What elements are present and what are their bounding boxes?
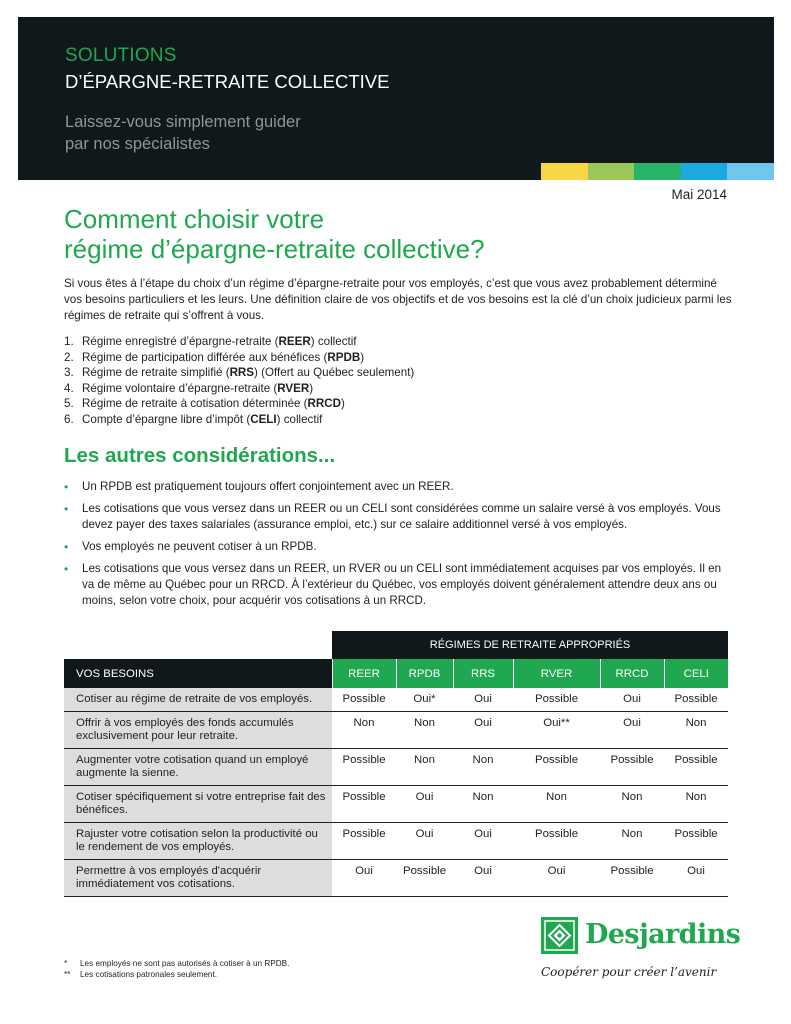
consideration-item	[64, 479, 734, 495]
table-row	[64, 823, 728, 860]
need-cell: Augmenter votre cotisation quand un employé augmente la sienne.	[64, 749, 332, 786]
consideration-item	[64, 561, 734, 609]
value-cell: Possible	[513, 749, 600, 786]
color-bar-segment	[681, 163, 728, 180]
value-cell: Possible	[332, 786, 396, 823]
color-bar-segment	[588, 163, 635, 180]
value-cell: Possible	[600, 860, 664, 897]
table-row	[64, 749, 728, 786]
column-header-celi: CELI	[664, 659, 728, 688]
value-cell: Non	[664, 712, 728, 749]
plan-list-item	[64, 412, 414, 428]
column-header-rrs: RRS	[453, 659, 513, 688]
considerations-list	[64, 479, 734, 615]
footnote	[64, 969, 289, 980]
value-cell: Possible	[513, 823, 600, 860]
value-cell: Oui	[453, 860, 513, 897]
consideration-text: Vos employés ne peuvent cotiser à un RPDB.	[82, 540, 317, 553]
plan-text: Régime de participation différée aux bénéfices (RPDB)	[82, 350, 365, 364]
publication-date: Mai 2014	[671, 187, 727, 202]
value-cell: Non	[396, 712, 453, 749]
header-tagline	[65, 111, 301, 155]
value-cell: Non	[332, 712, 396, 749]
consideration-text: Les cotisations que vous versez dans un REER, un RVER ou un CELI sont immédiatement acquises par vos employés. Il en va de même au Québec pour un RRCD. À l’extérieur du Québec, vos employés doivent généralement attendre deux ans ou moins, selon votre choix, pour acquérir vos cotisations à un RRCD.	[82, 562, 722, 607]
value-cell: Possible	[600, 749, 664, 786]
footnote-mark: *	[64, 959, 68, 968]
plan-list-item	[64, 396, 414, 412]
value-cell: Oui	[453, 823, 513, 860]
need-cell: Rajuster votre cotisation selon la productivité ou le rendement de vos employés.	[64, 823, 332, 860]
page-title	[64, 204, 485, 264]
tagline-line-2: par nos spécialistes	[65, 135, 210, 153]
value-cell: Possible	[332, 823, 396, 860]
plan-acronym: RVER	[277, 381, 310, 395]
value-cell: Oui	[600, 712, 664, 749]
consideration-text: Les cotisations que vous versez dans un REER ou un CELI sont considérées comme un salaire versé à vos employés. Vous devez payer des taxes salariales (assurance emploi, etc.) sur ce salaire additionnel versé à vos employés.	[82, 502, 721, 531]
header-subtitle: D’ÉPARGNE-RETRAITE COLLECTIVE	[65, 71, 390, 92]
color-bar-segment	[541, 163, 588, 180]
consideration-item	[64, 501, 734, 533]
plan-text: Régime de retraite simplifié (RRS) (Offert au Québec seulement)	[82, 366, 415, 379]
value-cell: Possible	[664, 823, 728, 860]
value-cell: Non	[396, 749, 453, 786]
need-cell: Offrir à vos employés des fonds accumulés exclusivement pour leur retraite.	[64, 712, 332, 749]
table-row	[64, 860, 728, 897]
value-cell: Possible	[513, 688, 600, 712]
value-cell: Non	[600, 786, 664, 823]
footnotes	[64, 958, 289, 980]
intro-paragraph: Si vous êtes à l’étape du choix d’un régime d’épargne-retraite pour vos employés, c’est que vous avez probablement déterminé vos besoins particuliers et les leurs. Une définition claire de vos objectifs et de vos besoins est la clé d’un choix judicieux parmi les régimes de retraite qui s’offrent à vous.	[64, 277, 732, 322]
table-row	[64, 688, 728, 712]
value-cell: Oui	[513, 860, 600, 897]
value-cell: Possible	[396, 860, 453, 897]
plan-list-item	[64, 381, 414, 397]
column-header-rpdb: RPDB	[396, 659, 453, 688]
value-cell: Non	[513, 786, 600, 823]
title-line-1: Comment choisir votre	[64, 204, 325, 234]
plan-list-item	[64, 334, 414, 350]
plan-acronym: RRCD	[307, 397, 342, 410]
comparison-table	[64, 631, 728, 897]
value-cell: Oui*	[396, 688, 453, 712]
table-corner	[64, 631, 332, 659]
desjardins-wordmark: Desjardins	[585, 919, 741, 950]
value-cell: Possible	[332, 688, 396, 712]
value-cell: Possible	[332, 749, 396, 786]
plan-acronym: CELI	[250, 412, 277, 426]
plan-acronym: RRS	[229, 366, 255, 379]
consideration-item	[64, 539, 734, 555]
plan-number: 5.	[64, 397, 74, 410]
plan-number: 4.	[64, 381, 74, 395]
color-bar-segment	[634, 163, 681, 180]
footnote-text: Les cotisations patronales seulement.	[80, 970, 217, 979]
title-line-2: régime d’épargne-retraite collective?	[64, 234, 485, 264]
value-cell: Possible	[664, 688, 728, 712]
bullet-icon: •	[64, 562, 69, 576]
need-cell: Cotiser au régime de retraite de vos employés.	[64, 688, 332, 712]
plan-number: 2.	[64, 350, 74, 364]
value-cell: Oui	[453, 712, 513, 749]
value-cell: Non	[600, 823, 664, 860]
desjardins-logo-icon	[541, 917, 578, 954]
value-cell: Oui	[664, 860, 728, 897]
tagline-line-1: Laissez-vous simplement guider	[65, 113, 301, 131]
value-cell: Oui	[396, 823, 453, 860]
value-cell: Non	[453, 786, 513, 823]
bullet-icon: •	[64, 480, 69, 494]
table-row	[64, 786, 728, 823]
value-cell: Oui**	[513, 712, 600, 749]
logo-slogan: Coopérer pour créer l’avenir	[541, 965, 717, 979]
considerations-heading: Les autres considérations...	[64, 444, 336, 467]
column-header-rver: RVER	[513, 659, 600, 688]
header-banner	[18, 17, 774, 180]
needs-header: VOS BESOINS	[64, 659, 332, 688]
value-cell: Non	[664, 786, 728, 823]
table-row	[64, 712, 728, 749]
plan-text: Régime de retraite à cotisation déterminée (RRCD)	[82, 397, 345, 410]
plan-list-item	[64, 365, 414, 381]
color-bar	[541, 163, 774, 180]
footnote-text: Les employés ne sont pas autorisés à cotiser à un RPDB.	[80, 959, 290, 968]
value-cell: Oui	[396, 786, 453, 823]
table-group-header: RÉGIMES DE RETRAITE APPROPRIÉS	[332, 631, 728, 659]
value-cell: Non	[453, 749, 513, 786]
desjardins-logo	[541, 917, 741, 957]
plan-text: Régime volontaire d’épargne-retraite (RVER)	[82, 381, 314, 395]
plan-acronym: RPDB	[327, 350, 361, 364]
value-cell: Oui	[332, 860, 396, 897]
consideration-text: Un RPDB est pratiquement toujours offert conjointement avec un REER.	[82, 480, 454, 493]
footnote-mark: **	[64, 970, 71, 979]
bullet-icon: •	[64, 540, 69, 554]
need-cell: Permettre à vos employés d'acquérir immédiatement vos cotisations.	[64, 860, 332, 897]
plan-list	[64, 334, 414, 427]
plan-acronym: REER	[278, 335, 311, 348]
value-cell: Oui	[453, 688, 513, 712]
column-header-reer: REER	[332, 659, 396, 688]
need-cell: Cotiser spécifiquement si votre entreprise fait des bénéfices.	[64, 786, 332, 823]
plan-number: 3.	[64, 366, 74, 379]
column-header-rrcd: RRCD	[600, 659, 664, 688]
header-title: SOLUTIONS	[65, 45, 177, 66]
value-cell: Oui	[600, 688, 664, 712]
plan-number: 6.	[64, 412, 74, 426]
footnote	[64, 958, 289, 969]
plan-list-item	[64, 350, 414, 366]
color-bar-segment	[727, 163, 774, 180]
bullet-icon: •	[64, 502, 69, 516]
value-cell: Possible	[664, 749, 728, 786]
plan-text: Régime enregistré d’épargne-retraite (REER) collectif	[82, 335, 357, 348]
plan-number: 1.	[64, 335, 74, 348]
plan-text: Compte d’épargne libre d’impôt (CELI) collectif	[82, 412, 323, 426]
